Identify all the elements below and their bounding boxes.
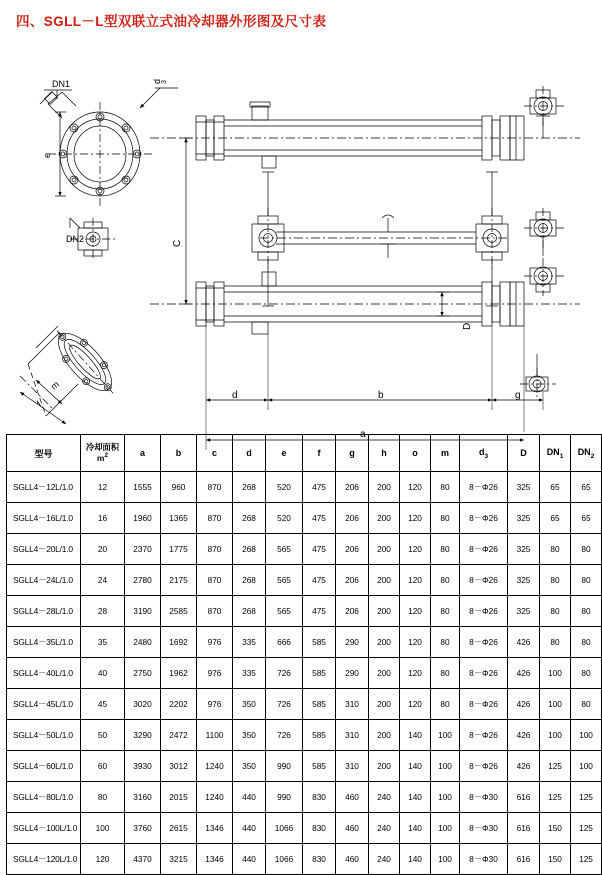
table-cell: 120 xyxy=(400,565,431,596)
table-cell: 870 xyxy=(197,596,233,627)
label-b: b xyxy=(378,390,384,401)
cell-model: SGLL4－40L/1.0 xyxy=(7,658,81,689)
table-cell: 206 xyxy=(336,596,369,627)
cell-model: SGLL4－20L/1.0 xyxy=(7,534,81,565)
table-cell: 475 xyxy=(303,596,336,627)
table-cell: 125 xyxy=(571,782,602,813)
table-row xyxy=(7,813,602,844)
table-cell: 100 xyxy=(431,782,460,813)
label-f: f xyxy=(34,399,44,409)
table-cell: 8－Φ26 xyxy=(460,503,508,534)
table-cell: 290 xyxy=(336,658,369,689)
cell-model: SGLL4－45L/1.0 xyxy=(7,689,81,720)
table-cell: 460 xyxy=(336,782,369,813)
table-cell: 830 xyxy=(303,782,336,813)
table-cell: 2202 xyxy=(161,689,197,720)
col-header-area-line2: m xyxy=(96,452,105,463)
table-cell: 200 xyxy=(369,658,400,689)
table-cell: 520 xyxy=(266,472,303,503)
table-cell: 35 xyxy=(81,627,125,658)
table-cell: 310 xyxy=(336,720,369,751)
table-cell: 268 xyxy=(233,596,266,627)
col-header-d: d xyxy=(233,435,266,472)
table-cell: 100 xyxy=(540,658,571,689)
table-cell: 585 xyxy=(303,627,336,658)
table-cell: 976 xyxy=(197,658,233,689)
table-row xyxy=(7,472,602,503)
col-header-dn1 xyxy=(540,435,571,472)
table-cell: 100 xyxy=(571,751,602,782)
table-cell: 475 xyxy=(303,534,336,565)
spec-table xyxy=(6,434,602,875)
table-cell: 1346 xyxy=(197,844,233,875)
table-cell: 100 xyxy=(81,813,125,844)
table-cell: 50 xyxy=(81,720,125,751)
table-cell: 325 xyxy=(508,503,540,534)
table-cell: 990 xyxy=(266,751,303,782)
table-cell: 16 xyxy=(81,503,125,534)
cell-model: SGLL4－35L/1.0 xyxy=(7,627,81,658)
table-cell: 440 xyxy=(233,813,266,844)
table-cell: 206 xyxy=(336,503,369,534)
col-header-e: e xyxy=(266,435,303,472)
table-cell: 1555 xyxy=(125,472,161,503)
table-cell: 80 xyxy=(431,472,460,503)
table-row xyxy=(7,534,602,565)
table-cell: 830 xyxy=(303,813,336,844)
table-cell: 350 xyxy=(233,751,266,782)
table-cell: 8－Φ30 xyxy=(460,813,508,844)
cell-model: SGLL4－50L/1.0 xyxy=(7,720,81,751)
col-header-D: D xyxy=(508,435,540,472)
table-cell: 45 xyxy=(81,689,125,720)
table-cell: 335 xyxy=(233,627,266,658)
table-cell: 200 xyxy=(369,720,400,751)
label-d-big: D xyxy=(462,322,473,330)
table-cell: 2480 xyxy=(125,627,161,658)
table-cell: 870 xyxy=(197,565,233,596)
table-cell: 20 xyxy=(81,534,125,565)
table-cell: 3020 xyxy=(125,689,161,720)
label-a: a xyxy=(360,429,366,440)
table-cell: 240 xyxy=(369,813,400,844)
table-cell: 475 xyxy=(303,472,336,503)
table-cell: 3290 xyxy=(125,720,161,751)
table-cell: 310 xyxy=(336,689,369,720)
table-cell: 2370 xyxy=(125,534,161,565)
table-cell: 120 xyxy=(400,689,431,720)
table-cell: 100 xyxy=(540,720,571,751)
col-header-area-sup: 2 xyxy=(104,452,108,460)
label-e: e xyxy=(42,152,52,158)
cell-model: SGLL4－12L/1.0 xyxy=(7,472,81,503)
table-cell: 8－Φ26 xyxy=(460,689,508,720)
cell-model: SGLL4－80L/1.0 xyxy=(7,782,81,813)
table-cell: 726 xyxy=(266,689,303,720)
table-cell: 460 xyxy=(336,813,369,844)
table-cell: 120 xyxy=(400,503,431,534)
table-cell: 125 xyxy=(571,813,602,844)
table-cell: 475 xyxy=(303,503,336,534)
table-cell: 426 xyxy=(508,689,540,720)
table-cell: 565 xyxy=(266,534,303,565)
table-cell: 1962 xyxy=(161,658,197,689)
table-cell: 8－Φ26 xyxy=(460,565,508,596)
table-row xyxy=(7,751,602,782)
table-cell: 120 xyxy=(400,596,431,627)
table-cell: 80 xyxy=(571,596,602,627)
col-header-a: a xyxy=(125,435,161,472)
col-header-d3 xyxy=(460,435,508,472)
table-row xyxy=(7,689,602,720)
table-cell: 325 xyxy=(508,596,540,627)
table-row xyxy=(7,565,602,596)
table-cell: 120 xyxy=(400,627,431,658)
table-cell: 80 xyxy=(81,782,125,813)
table-cell: 666 xyxy=(266,627,303,658)
table-cell: 520 xyxy=(266,503,303,534)
table-cell: 585 xyxy=(303,689,336,720)
table-cell: 200 xyxy=(369,751,400,782)
table-cell: 426 xyxy=(508,627,540,658)
table-cell: 8－Φ30 xyxy=(460,844,508,875)
spec-table-body xyxy=(7,472,602,875)
table-cell: 80 xyxy=(571,689,602,720)
table-cell: 80 xyxy=(540,596,571,627)
table-cell: 80 xyxy=(431,534,460,565)
table-cell: 1692 xyxy=(161,627,197,658)
col-header-f: f xyxy=(303,435,336,472)
table-cell: 8－Φ26 xyxy=(460,627,508,658)
table-cell: 40 xyxy=(81,658,125,689)
table-cell: 1240 xyxy=(197,751,233,782)
col-header-dn2 xyxy=(571,435,602,472)
table-row xyxy=(7,658,602,689)
table-cell: 120 xyxy=(400,534,431,565)
table-cell: 1066 xyxy=(266,844,303,875)
table-row xyxy=(7,844,602,875)
table-cell: 325 xyxy=(508,534,540,565)
col-header-area xyxy=(81,435,125,472)
table-cell: 8－Φ26 xyxy=(460,472,508,503)
table-cell: 830 xyxy=(303,844,336,875)
table-cell: 80 xyxy=(571,627,602,658)
table-cell: 2780 xyxy=(125,565,161,596)
cell-model: SGLL4－28L/1.0 xyxy=(7,596,81,627)
table-cell: 870 xyxy=(197,503,233,534)
label-d-small: d xyxy=(232,390,238,401)
table-cell: 1100 xyxy=(197,720,233,751)
table-cell: 1066 xyxy=(266,813,303,844)
col-header-d3-base: d xyxy=(478,446,485,457)
table-cell: 28 xyxy=(81,596,125,627)
table-cell: 2015 xyxy=(161,782,197,813)
cell-model: SGLL4－24L/1.0 xyxy=(7,565,81,596)
col-header-d3-sub: 3 xyxy=(484,452,489,460)
label-d3: d xyxy=(152,78,162,84)
table-cell: 2472 xyxy=(161,720,197,751)
table-cell: 335 xyxy=(233,658,266,689)
table-cell: 2615 xyxy=(161,813,197,844)
table-cell: 585 xyxy=(303,751,336,782)
table-cell: 4370 xyxy=(125,844,161,875)
table-cell: 426 xyxy=(508,720,540,751)
table-cell: 80 xyxy=(540,627,571,658)
table-header-row xyxy=(7,435,602,472)
table-cell: 240 xyxy=(369,844,400,875)
table-cell: 120 xyxy=(81,844,125,875)
table-cell: 80 xyxy=(540,534,571,565)
table-cell: 140 xyxy=(400,844,431,875)
table-cell: 585 xyxy=(303,658,336,689)
table-cell: 200 xyxy=(369,472,400,503)
table-cell: 616 xyxy=(508,813,540,844)
table-cell: 1346 xyxy=(197,813,233,844)
col-header-m: m xyxy=(431,435,460,472)
label-c: C xyxy=(172,239,183,247)
table-cell: 350 xyxy=(233,720,266,751)
table-cell: 8－Φ26 xyxy=(460,534,508,565)
table-row xyxy=(7,627,602,658)
table-cell: 80 xyxy=(571,565,602,596)
table-cell: 726 xyxy=(266,658,303,689)
table-cell: 2585 xyxy=(161,596,197,627)
table-cell: 8－Φ26 xyxy=(460,751,508,782)
table-cell: 140 xyxy=(400,720,431,751)
cell-model: SGLL4－100L/1.0 xyxy=(7,813,81,844)
table-cell: 426 xyxy=(508,658,540,689)
technical-drawing xyxy=(0,32,600,440)
table-cell: 460 xyxy=(336,844,369,875)
table-row xyxy=(7,720,602,751)
col-header-dn2-sub: 2 xyxy=(590,452,595,460)
table-cell: 200 xyxy=(369,534,400,565)
table-cell: 3760 xyxy=(125,813,161,844)
page-title: 四、SGLL－L型双联立式油冷却器外形图及尺寸表 xyxy=(16,14,327,29)
table-cell: 268 xyxy=(233,503,266,534)
table-cell: 200 xyxy=(369,503,400,534)
label-m: m xyxy=(48,379,62,392)
table-cell: 976 xyxy=(197,627,233,658)
table-cell: 140 xyxy=(400,813,431,844)
table-cell: 870 xyxy=(197,534,233,565)
table-cell: 268 xyxy=(233,565,266,596)
table-cell: 200 xyxy=(369,627,400,658)
col-header-area-line1: 冷却面积 xyxy=(85,441,120,452)
col-header-h: h xyxy=(369,435,400,472)
table-cell: 2175 xyxy=(161,565,197,596)
label-dn1: DN1 xyxy=(52,79,71,89)
label-g: g xyxy=(515,390,521,401)
table-cell: 80 xyxy=(431,689,460,720)
table-cell: 206 xyxy=(336,534,369,565)
table-cell: 960 xyxy=(161,472,197,503)
table-cell: 3160 xyxy=(125,782,161,813)
table-cell: 65 xyxy=(540,503,571,534)
table-cell: 80 xyxy=(540,565,571,596)
table-cell: 125 xyxy=(540,782,571,813)
table-cell: 140 xyxy=(400,782,431,813)
table-cell: 80 xyxy=(431,658,460,689)
table-cell: 310 xyxy=(336,751,369,782)
table-cell: 80 xyxy=(431,565,460,596)
table-cell: 268 xyxy=(233,472,266,503)
table-cell: 65 xyxy=(540,472,571,503)
table-cell: 8－Φ26 xyxy=(460,596,508,627)
table-cell: 268 xyxy=(233,534,266,565)
table-cell: 80 xyxy=(431,627,460,658)
table-cell: 80 xyxy=(571,534,602,565)
cell-model: SGLL4－120L/1.0 xyxy=(7,844,81,875)
table-cell: 3190 xyxy=(125,596,161,627)
col-header-dn1-sub: 1 xyxy=(559,452,564,460)
table-row xyxy=(7,503,602,534)
table-cell: 150 xyxy=(540,844,571,875)
table-cell: 726 xyxy=(266,720,303,751)
table-cell: 616 xyxy=(508,782,540,813)
table-cell: 585 xyxy=(303,720,336,751)
table-cell: 990 xyxy=(266,782,303,813)
table-cell: 12 xyxy=(81,472,125,503)
table-cell: 325 xyxy=(508,472,540,503)
table-cell: 60 xyxy=(81,751,125,782)
table-row xyxy=(7,782,602,813)
cell-model: SGLL4－60L/1.0 xyxy=(7,751,81,782)
table-cell: 3930 xyxy=(125,751,161,782)
table-cell: 976 xyxy=(197,689,233,720)
table-cell: 3215 xyxy=(161,844,197,875)
table-cell: 206 xyxy=(336,472,369,503)
table-cell: 1775 xyxy=(161,534,197,565)
table-cell: 565 xyxy=(266,596,303,627)
col-header-o: o xyxy=(400,435,431,472)
table-cell: 100 xyxy=(431,813,460,844)
table-cell: 565 xyxy=(266,565,303,596)
table-cell: 200 xyxy=(369,596,400,627)
table-cell: 80 xyxy=(571,658,602,689)
table-cell: 150 xyxy=(540,813,571,844)
cell-model: SGLL4－16L/1.0 xyxy=(7,503,81,534)
table-cell: 1365 xyxy=(161,503,197,534)
table-cell: 8－Φ26 xyxy=(460,720,508,751)
table-cell: 2750 xyxy=(125,658,161,689)
table-cell: 24 xyxy=(81,565,125,596)
table-cell: 125 xyxy=(540,751,571,782)
table-cell: 80 xyxy=(431,503,460,534)
table-cell: 206 xyxy=(336,565,369,596)
table-cell: 65 xyxy=(571,472,602,503)
spec-table-container xyxy=(6,434,594,875)
table-cell: 616 xyxy=(508,844,540,875)
table-cell: 3012 xyxy=(161,751,197,782)
table-cell: 200 xyxy=(369,565,400,596)
table-cell: 8－Φ30 xyxy=(460,782,508,813)
table-cell: 125 xyxy=(571,844,602,875)
table-cell: 440 xyxy=(233,844,266,875)
table-cell: 240 xyxy=(369,782,400,813)
table-cell: 325 xyxy=(508,565,540,596)
table-cell: 140 xyxy=(400,751,431,782)
col-header-g: g xyxy=(336,435,369,472)
col-header-model: 型号 xyxy=(7,435,81,472)
col-header-c: c xyxy=(197,435,233,472)
table-cell: 870 xyxy=(197,472,233,503)
table-cell: 65 xyxy=(571,503,602,534)
table-cell: 475 xyxy=(303,565,336,596)
table-cell: 100 xyxy=(431,751,460,782)
table-cell: 8－Φ26 xyxy=(460,658,508,689)
table-cell: 350 xyxy=(233,689,266,720)
table-cell: 1240 xyxy=(197,782,233,813)
table-cell: 200 xyxy=(369,689,400,720)
table-cell: 100 xyxy=(431,720,460,751)
table-cell: 100 xyxy=(571,720,602,751)
label-d3-sub: 3 xyxy=(161,80,168,84)
table-cell: 80 xyxy=(431,596,460,627)
table-cell: 290 xyxy=(336,627,369,658)
table-cell: 100 xyxy=(431,844,460,875)
label-dn2: DN2 xyxy=(66,234,85,244)
col-header-dn1-base: DN xyxy=(546,446,560,457)
col-header-dn2-base: DN xyxy=(577,446,591,457)
table-cell: 100 xyxy=(540,689,571,720)
table-cell: 120 xyxy=(400,658,431,689)
table-row xyxy=(7,596,602,627)
table-cell: 120 xyxy=(400,472,431,503)
table-cell: 1960 xyxy=(125,503,161,534)
table-cell: 440 xyxy=(233,782,266,813)
table-cell: 426 xyxy=(508,751,540,782)
col-header-b: b xyxy=(161,435,197,472)
